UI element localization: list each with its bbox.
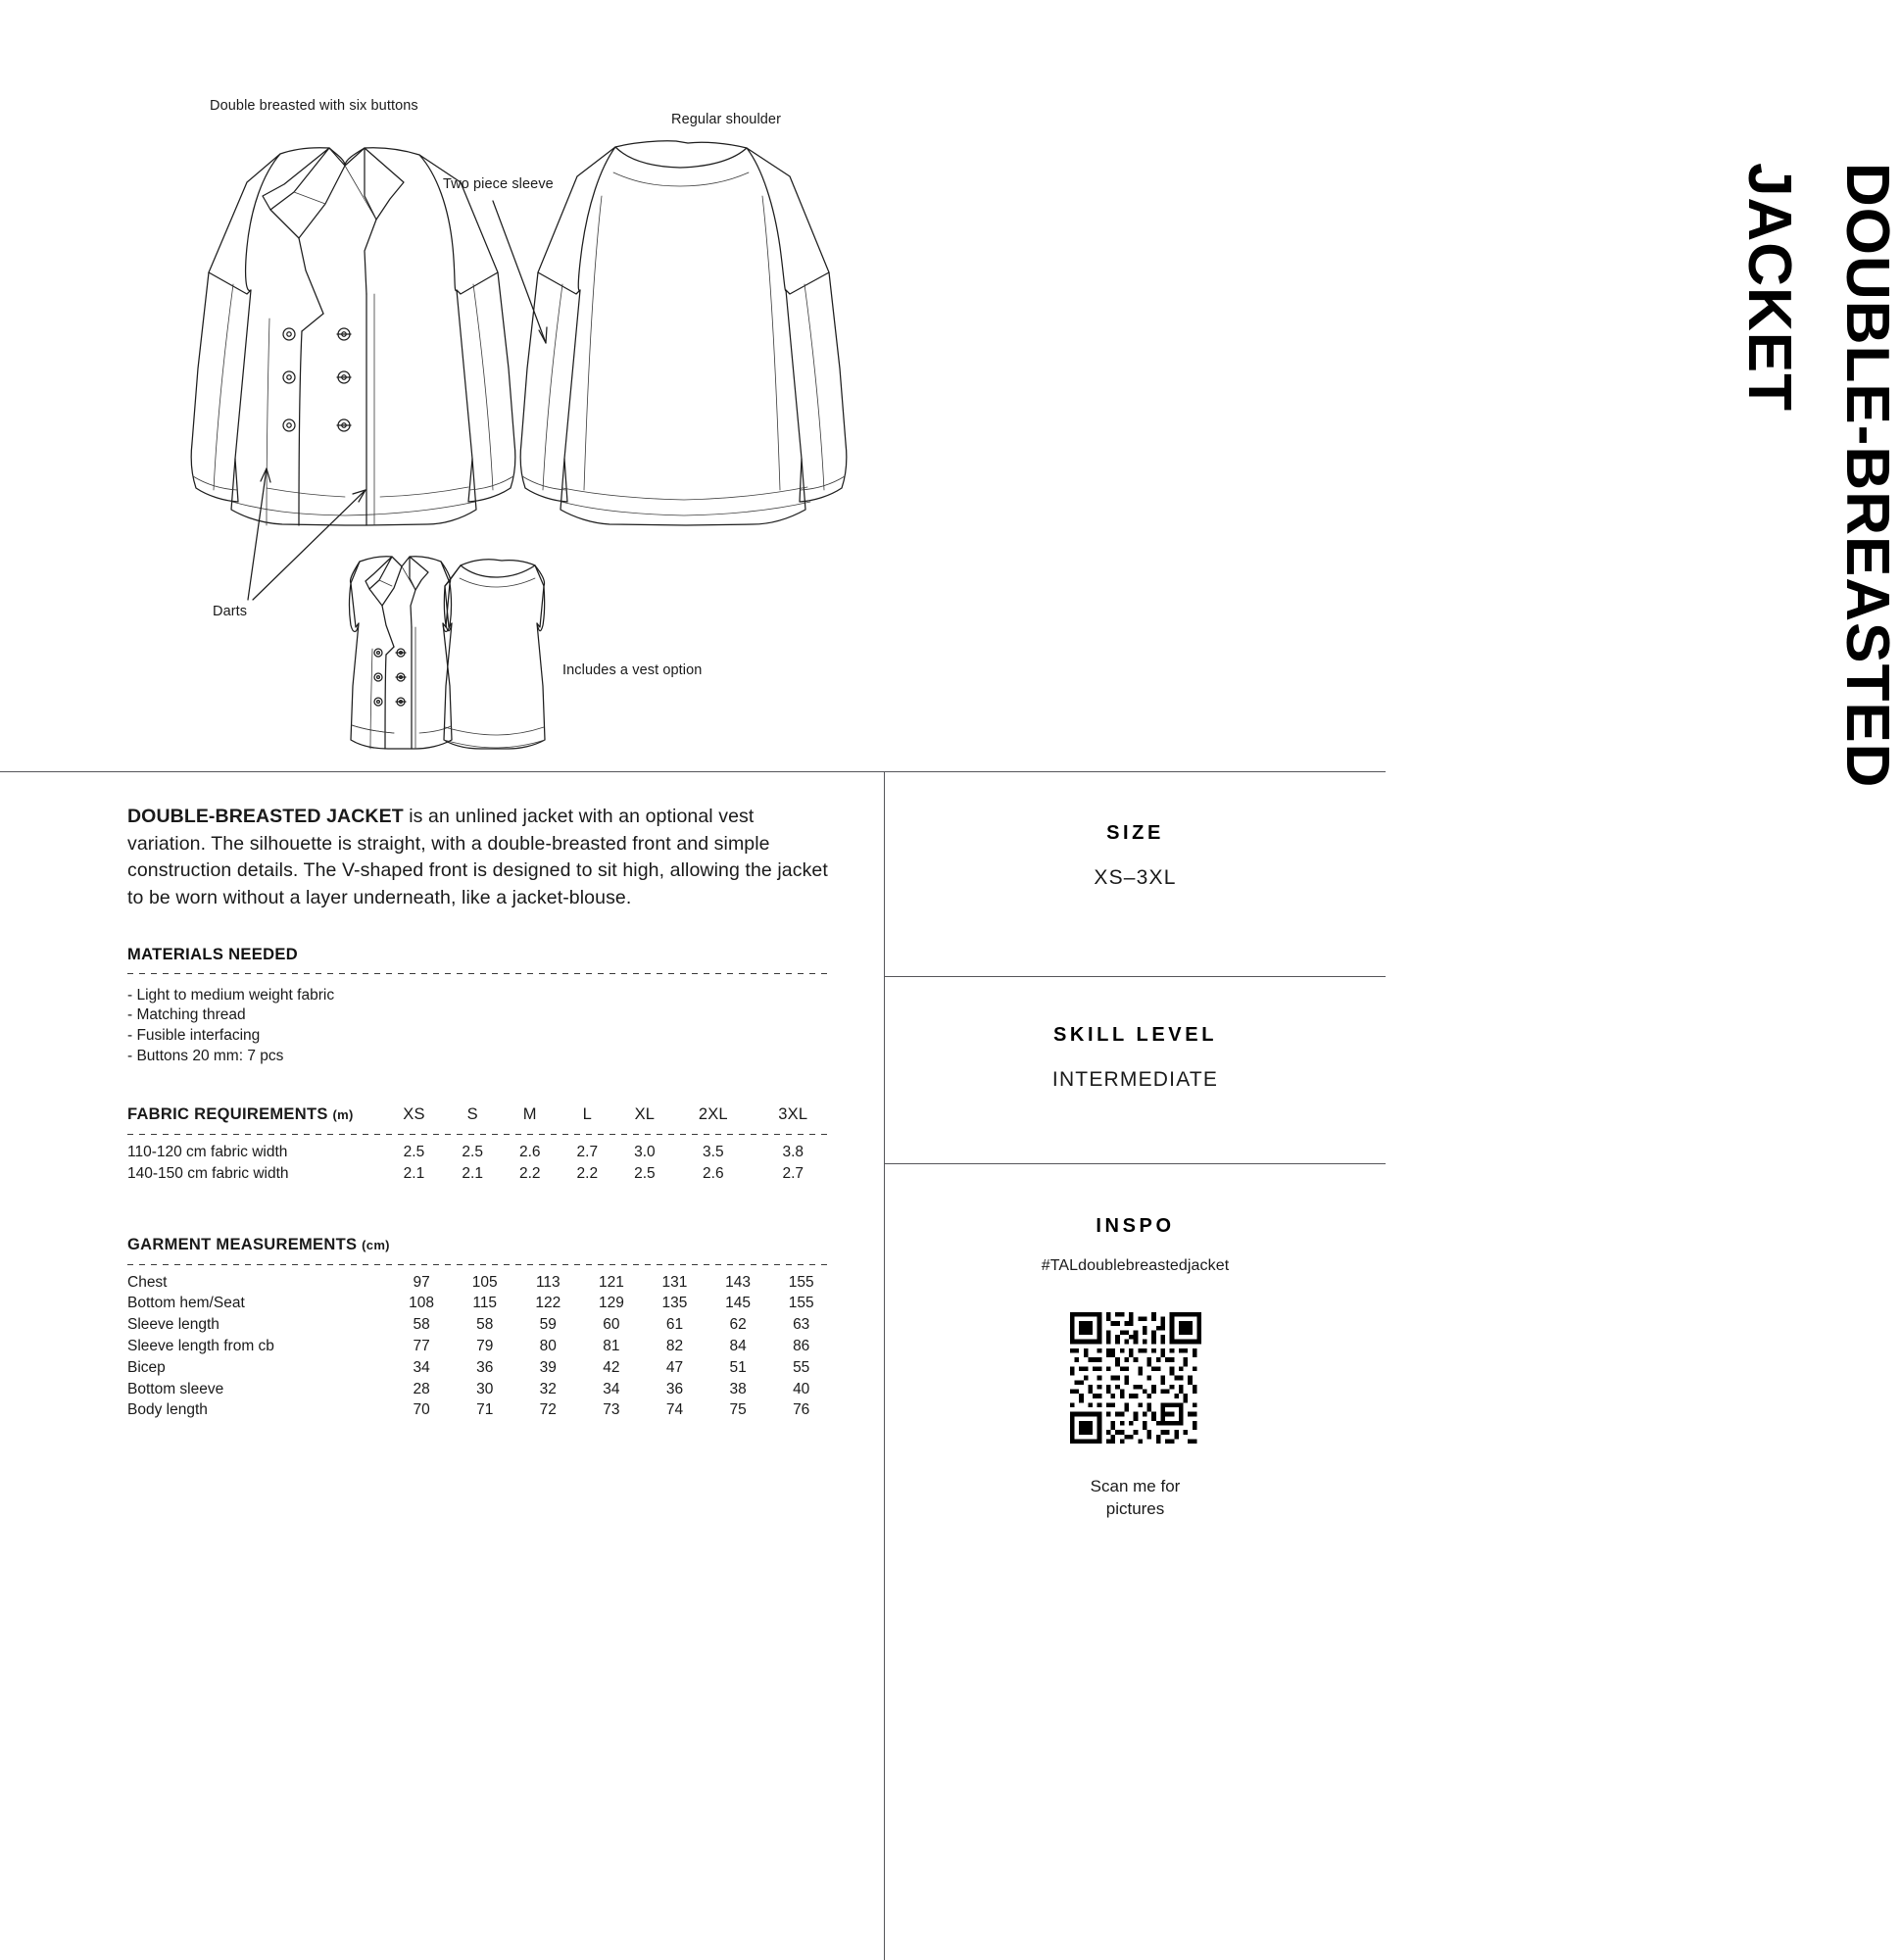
cell: 73	[603, 1401, 620, 1419]
cell: 58	[413, 1316, 430, 1334]
cell: 86	[793, 1338, 810, 1355]
size-col-2xl	[707, 1236, 770, 1261]
cell: 72	[539, 1401, 557, 1419]
size-col-s	[453, 1236, 516, 1261]
cell: 62	[729, 1316, 747, 1334]
cell: 58	[476, 1316, 494, 1334]
sidebar-size-block	[885, 772, 1386, 976]
cell: 129	[598, 1295, 624, 1312]
row-label: Sleeve length from cb	[127, 1338, 274, 1355]
callout-leader-lines	[248, 201, 547, 600]
size-col-xl: XL	[634, 1105, 656, 1124]
cell: 51	[729, 1358, 747, 1376]
table-header-row	[127, 1236, 833, 1261]
list-item: - Buttons 20 mm: 7 pcs	[127, 1047, 284, 1064]
cell: 34	[413, 1358, 430, 1376]
cell: 70	[413, 1401, 430, 1419]
table-rule-row	[127, 1131, 833, 1142]
intro-lead: DOUBLE-BREASTED JACKET	[127, 806, 404, 827]
jacket-back-flat	[520, 141, 847, 525]
cell: 63	[793, 1316, 810, 1334]
cell: 34	[603, 1380, 620, 1397]
vest-front-flat	[350, 557, 453, 749]
intro-body: is an unlined jacket with an optional vest variation. The silhouette is straight, with a double-breasted front and simple construction details. The V-shaped front is designed to sit high, allowing the jacket to be worn without a layer underneath, like a jacket-blouse.	[127, 806, 828, 909]
scan-line-2: pictures	[1105, 1498, 1165, 1518]
table-header-row	[127, 1105, 833, 1131]
cell: 105	[471, 1273, 498, 1291]
size-col-3xl: 3XL	[778, 1105, 808, 1124]
cell: 115	[472, 1295, 498, 1312]
cell: 108	[409, 1295, 435, 1312]
size-col-m: M	[522, 1105, 537, 1124]
table-row	[127, 1379, 833, 1400]
cell: 2.6	[518, 1144, 541, 1161]
page-title-line-1: DOUBLE-BREASTED	[1833, 163, 1901, 789]
cell: 2.5	[462, 1144, 483, 1161]
cell: 36	[665, 1380, 684, 1397]
qr-code[interactable]	[885, 1275, 1386, 1444]
cell: 97	[413, 1273, 430, 1291]
size-col-l: L	[582, 1105, 592, 1124]
cell: 3.8	[782, 1144, 804, 1161]
table-row	[127, 1142, 833, 1163]
table-rule-row	[127, 1261, 833, 1272]
fabric-dashed-rule	[127, 1134, 833, 1135]
cell: 145	[725, 1295, 752, 1312]
size-col-xs: XS	[403, 1105, 425, 1124]
cell: 2.5	[403, 1144, 425, 1161]
table-row	[127, 1272, 833, 1294]
size-col-3xl	[769, 1236, 833, 1261]
list-item: - Fusible interfacing	[127, 1026, 261, 1044]
garment-dashed-rule	[127, 1264, 833, 1265]
table-row	[127, 1293, 833, 1314]
inspo-heading: INSPO	[1096, 1215, 1175, 1237]
garment-heading: GARMENT MEASUREMENTS (cm)	[127, 1235, 390, 1253]
row-label: Bottom sleeve	[127, 1380, 224, 1397]
cell: 113	[535, 1273, 561, 1291]
fabric-unit: (m)	[332, 1107, 354, 1123]
cell: 135	[661, 1295, 688, 1312]
cell: 84	[729, 1338, 747, 1355]
row-label: Sleeve length	[127, 1316, 219, 1334]
vest-back-flat	[352, 560, 545, 749]
cell: 74	[665, 1401, 684, 1419]
skill-level-value: INTERMEDIATE	[1051, 1068, 1219, 1091]
size-col-s: S	[466, 1105, 478, 1124]
technical-drawing-area	[0, 0, 1901, 789]
cell: 81	[603, 1338, 620, 1355]
table-row	[127, 1399, 833, 1421]
jacket-buttons	[283, 328, 351, 431]
table-row	[127, 1336, 833, 1357]
size-col-l	[580, 1236, 644, 1261]
cell: 28	[413, 1380, 430, 1397]
sidebar-skill-block	[885, 977, 1386, 1163]
garment-measurements-table	[127, 1236, 833, 1421]
row-label: Body length	[127, 1401, 208, 1419]
callout-two-piece-sleeve: Two piece sleeve	[443, 176, 554, 192]
cell: 30	[476, 1380, 494, 1397]
cell: 42	[603, 1358, 620, 1376]
row-label: Bottom hem/Seat	[127, 1295, 245, 1312]
sidebar-inspo-block	[885, 1164, 1386, 1521]
list-item: - Light to medium weight fabric	[127, 986, 335, 1004]
page-title-line-2: JACKET	[1735, 163, 1803, 413]
callout-regular-shoulder: Regular shoulder	[671, 112, 782, 127]
table-row	[127, 1163, 833, 1185]
callout-double-breasted: Double breasted with six buttons	[210, 98, 418, 114]
size-value: XS–3XL	[1094, 866, 1177, 889]
cell: 61	[665, 1316, 684, 1334]
cell: 60	[603, 1316, 620, 1334]
cell: 71	[476, 1401, 494, 1419]
cell: 121	[598, 1273, 624, 1291]
cell: 2.7	[782, 1164, 804, 1182]
cell: 77	[413, 1338, 430, 1355]
cell: 47	[665, 1358, 684, 1376]
cell: 3.5	[703, 1144, 724, 1161]
scan-line-1: Scan me for	[1090, 1477, 1181, 1495]
cell: 55	[793, 1358, 810, 1376]
row-label: 110-120 cm fabric width	[127, 1144, 288, 1161]
cell: 82	[665, 1338, 684, 1355]
cell: 36	[476, 1358, 494, 1376]
cell: 38	[729, 1380, 747, 1397]
scan-instruction	[885, 1444, 1386, 1521]
cell: 59	[539, 1316, 557, 1334]
intro-paragraph	[127, 804, 833, 912]
cell: 75	[729, 1401, 747, 1419]
size-col-xl	[643, 1236, 707, 1261]
size-col-2xl: 2XL	[698, 1105, 728, 1124]
fabric-heading: FABRIC REQUIREMENTS (m)	[127, 1105, 354, 1124]
cell: 2.5	[634, 1164, 656, 1182]
qr-code-svg[interactable]	[1070, 1312, 1201, 1444]
cell: 122	[535, 1295, 561, 1312]
sidebar	[885, 772, 1386, 1521]
cell: 2.6	[703, 1164, 724, 1182]
inspo-hashtag: #TALdoublebreastedjacket	[1041, 1257, 1230, 1274]
cell: 155	[788, 1273, 814, 1291]
cell: 2.2	[576, 1164, 599, 1182]
cell: 76	[793, 1401, 810, 1419]
table-row	[127, 1357, 833, 1379]
size-col-xs	[390, 1236, 454, 1261]
cell: 155	[788, 1295, 814, 1312]
cell: 2.2	[518, 1164, 541, 1182]
materials-dashed-rule	[127, 973, 833, 974]
main-content	[127, 804, 833, 1421]
cell: 3.0	[634, 1144, 656, 1161]
list-item: - Matching thread	[127, 1006, 246, 1024]
cell: 80	[539, 1338, 557, 1355]
fabric-requirements-table	[127, 1105, 833, 1185]
row-label: 140-150 cm fabric width	[127, 1164, 289, 1182]
table-row	[127, 1314, 833, 1336]
cell: 2.7	[576, 1144, 599, 1161]
row-label: Bicep	[127, 1358, 166, 1376]
cell: 32	[539, 1380, 557, 1397]
page-title	[880, 69, 1901, 789]
row-label: Chest	[127, 1273, 168, 1291]
callout-vest-option: Includes a vest option	[562, 662, 703, 678]
size-heading: SIZE	[1106, 822, 1164, 844]
skill-level-heading: SKILL LEVEL	[1052, 1024, 1218, 1046]
cell: 2.1	[403, 1164, 425, 1182]
cell: 40	[793, 1380, 810, 1397]
cell: 79	[476, 1338, 494, 1355]
materials-list	[127, 986, 833, 1066]
cell: 143	[725, 1273, 752, 1291]
cell: 131	[661, 1273, 688, 1291]
size-col-m	[516, 1236, 580, 1261]
callout-darts: Darts	[213, 604, 248, 619]
garment-unit: (cm)	[362, 1237, 390, 1252]
cell: 2.1	[462, 1164, 483, 1182]
materials-heading: MATERIALS NEEDED	[127, 945, 298, 963]
table-spacer	[127, 1185, 833, 1236]
cell: 39	[539, 1358, 557, 1376]
jacket-front-flat	[191, 148, 515, 525]
